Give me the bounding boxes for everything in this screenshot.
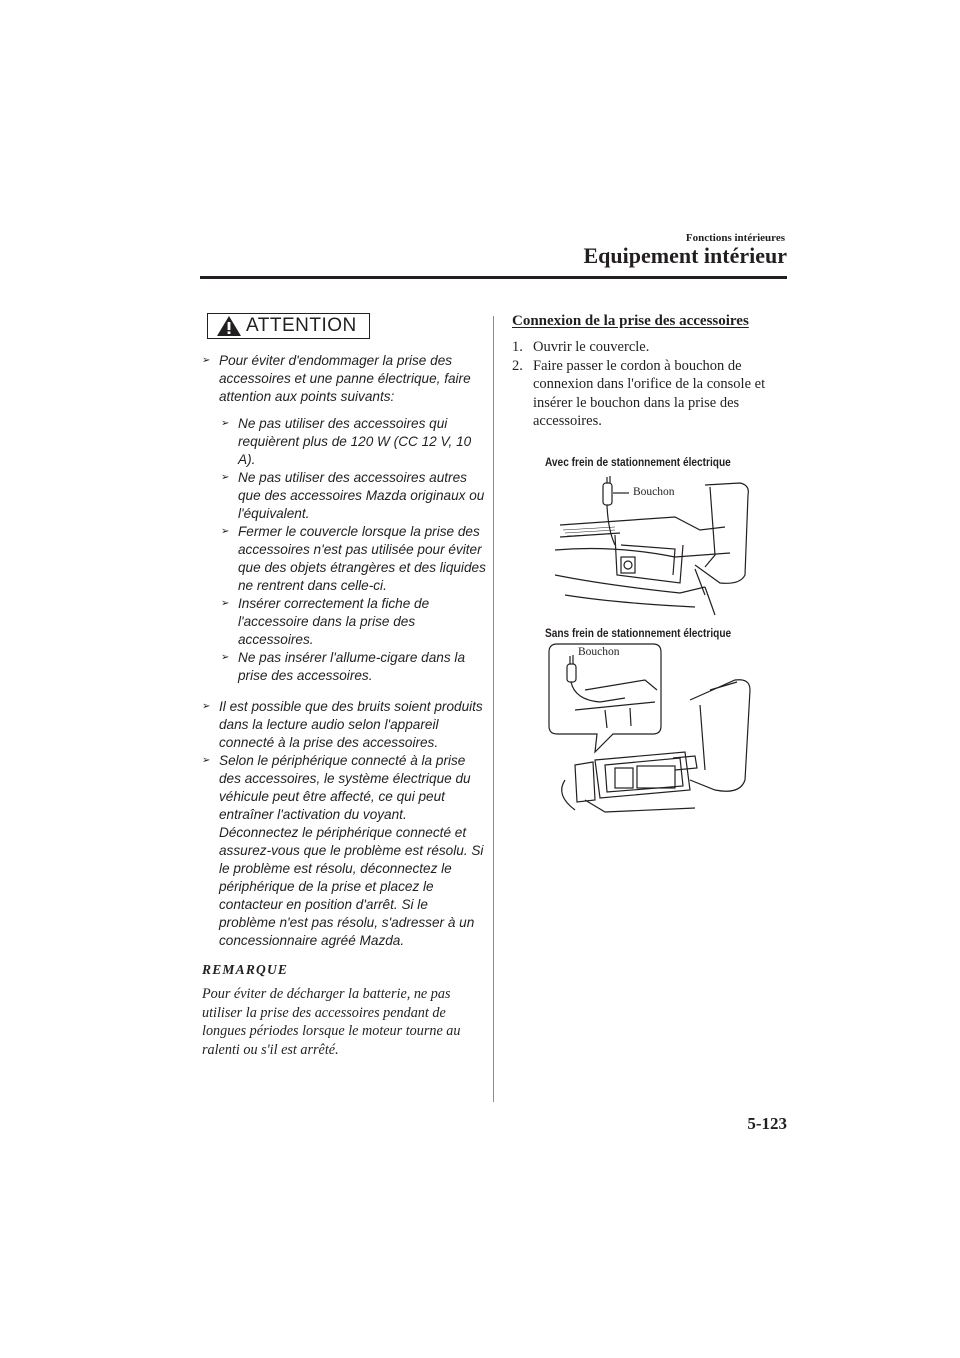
attention-item-audio-noise: ➢ Il est possible que des bruits soient produits dans la lecture audio selon l'appareil connecté à la prise des accessoires. — [202, 698, 487, 752]
attention-sub-item: ➢ Fermer le couvercle lorsque la prise des accessoires n'est pas utilisée pour éviter que des objets étrangères et des liquides ne rentrent dans celle-ci. — [221, 523, 487, 595]
attention-intro: ➢ Pour éviter d'endommager la prise des accessoires et une panne électrique, faire attention aux points suivants: — [202, 352, 487, 406]
header-rule — [200, 276, 787, 279]
attention-sub-item: ➢ Ne pas utiliser des accessoires autres que des accessoires Mazda originaux ou l'équivalent. — [221, 469, 487, 523]
figure-2-console-illustration — [545, 640, 765, 815]
attention-sub-item: ➢ Ne pas utiliser des accessoires qui requièrent plus de 120 W (CC 12 V, 10 A). — [221, 415, 487, 469]
note-body: Pour éviter de décharger la batterie, ne pas utiliser la prise des accessoires pendant de longues périodes lorsque le moteur tourne au ralenti ou s'il est arrêté. — [202, 986, 461, 1058]
attention-sub-list — [221, 415, 487, 685]
attention-sub-item: ➢ Ne pas insérer l'allume-cigare dans la prise des accessoires. — [221, 649, 487, 685]
attention-item-electrical: ➢ Selon le périphérique connecté à la prise des accessoires, le système électrique du véhicule peut être affecté, ce qui peut entraîner l'activation du voyant. Déconnectez le périphérique connecté et assurez-vous que le problème est résolu. Si le problème est résolu, déconnectez le périphérique de la prise et placez le contacteur en position d'arrêt. Si le problème n'est pas résolu, s'adresser à un concessionnaire agréé Mazda. — [202, 752, 487, 950]
note-heading: REMARQUE — [202, 962, 289, 977]
figure-1-console-illustration — [555, 475, 755, 625]
attention-box — [207, 313, 370, 339]
steps-list — [512, 338, 787, 431]
step-number: 2. — [512, 357, 523, 374]
attention-sub-item: ➢ Insérer correctement la fiche de l'accessoire dans la prise des accessoires. — [221, 595, 487, 649]
header-title: Equipement intérieur — [583, 243, 787, 268]
attention-list — [202, 352, 487, 950]
column-divider — [493, 316, 494, 1102]
figure-2-label: Sans frein de stationnement électrique — [545, 628, 732, 640]
figure-1-label: Avec frein de stationnement électrique — [545, 457, 731, 469]
step-item — [512, 357, 787, 431]
figure-2-callout: Bouchon — [578, 646, 620, 658]
header-section-name: Fonctions intérieures — [685, 232, 785, 244]
step-number: 1. — [512, 339, 523, 355]
section-heading: Connexion de la prise des accessoires — [512, 313, 749, 329]
figure-1-callout: Bouchon — [633, 486, 675, 498]
step-item — [512, 338, 787, 357]
step-text: Faire passer le cordon à bouchon de connexion dans l'orifice de la console et insérer le bouchon dans la prise des accessoires. — [533, 357, 766, 430]
step-text: Ouvrir le couvercle. — [533, 339, 650, 355]
attention-label: ATTENTION — [246, 315, 357, 336]
page-number: 5-123 — [747, 1114, 787, 1133]
warning-triangle-icon — [212, 313, 246, 339]
